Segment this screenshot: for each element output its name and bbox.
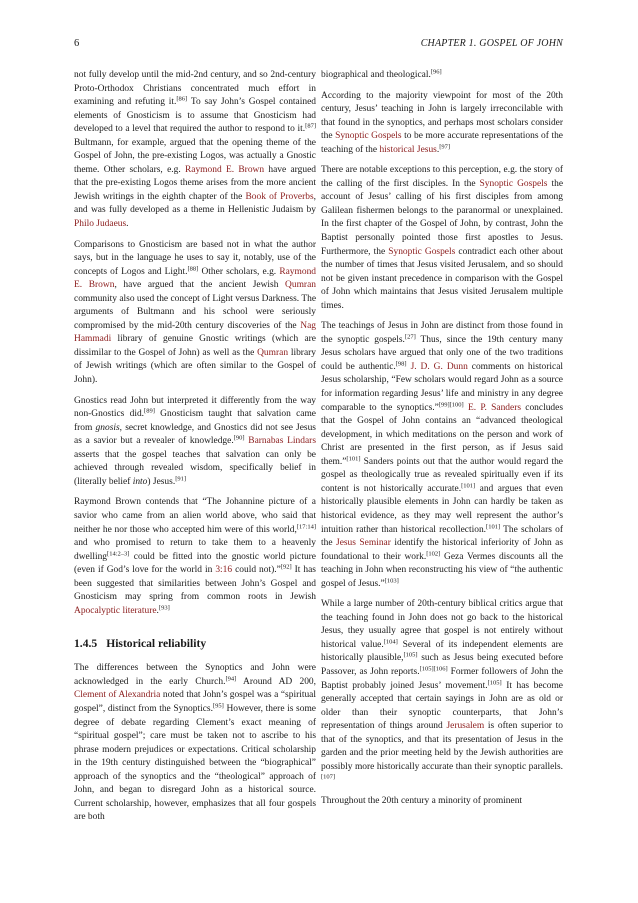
body-paragraph	[321, 90, 563, 158]
wiki-link[interactable]: 3:16	[215, 565, 233, 576]
text-run: , have argued that the ancient Jewish	[114, 280, 286, 291]
body-paragraph	[74, 395, 316, 490]
text-run: biographical and theological.	[321, 70, 431, 80]
section-heading	[74, 637, 316, 651]
body-paragraph	[321, 598, 563, 788]
text-run: could be fitted into the gnostic world picture (even if God’s love for the world in	[74, 551, 316, 576]
citation-ref: [90]	[233, 434, 245, 442]
left-column	[74, 69, 316, 832]
text-run: asserts that the gospel teaches that salvation can only be achieved through revealed wisdom, specifically belief in (literally belief	[74, 449, 316, 487]
citation-ref: [88]	[187, 265, 199, 273]
citation-ref: [97]	[439, 143, 451, 151]
citation-ref: [27]	[404, 333, 416, 341]
wiki-link[interactable]: Raymond E. Brown	[74, 266, 317, 291]
citation-ref: [107]	[321, 773, 336, 781]
citation-ref: [17:14]	[296, 523, 316, 530]
text-run: contradict each other about the number of times that Jesus visited Jerusalem, and so should not be given instant precedence in comparison with the Gospel of John which maintains that Jesus visited Jerusalem multiple times.	[321, 246, 564, 311]
citation-ref: [92]	[280, 563, 292, 571]
body-paragraph	[321, 69, 563, 83]
wiki-link[interactable]: historical Jesus	[379, 144, 437, 155]
citation-ref: [98]	[395, 360, 407, 368]
running-head: CHAPTER 1. GOSPEL OF JOHN	[420, 38, 563, 49]
wiki-link[interactable]: E. P. Sanders	[467, 402, 522, 413]
text-run: identify the historical inferiority of John as foundational to their work.	[321, 538, 563, 562]
text-run: It has become generally accepted that certain sayings in John are as old or older than their synoptic counterparts, that John’s representation of things around	[321, 680, 563, 732]
text-run: Gnosticism taught that salvation came from	[74, 409, 316, 433]
wiki-link[interactable]: Nag Hammadi	[74, 320, 316, 345]
citation-ref: [104]	[383, 638, 398, 646]
text-run: The scholars of the	[321, 524, 563, 549]
citation-ref: [86]	[176, 95, 188, 103]
text-run: and who promised to return to take them to a heavenly dwelling	[74, 538, 316, 562]
text-run: However, there is some degree of debate regarding Clement’s exact meaning of “spiritual gospel”; care must be taken not to ascribe to his phrase modern prejudices or expectations. Critical scholarship in the 19th century distinguished between the “biographical” approach of the synoptics and the “theological” approach of John, and began to disregard John as a historical source. Current scholarship, however, emphasizes that all four gospels are both	[74, 703, 316, 823]
text-run: Around AD 200,	[236, 676, 317, 687]
text-run: not fully develop until the mid-2nd century, and so 2nd-century Proto-Orthodox Christians concentrated much effort in examining and refuting it.	[74, 70, 316, 108]
text-run: , and was fully developed as a theme in Hellenistic Judaism by	[74, 191, 316, 216]
citation-ref: [101]	[486, 523, 501, 530]
text-run: comments on historical Jesus scholarship, “Few scholars would regard John as a source for information regarding Jesus’ life and ministry in any degree comparable to the synoptics.”	[321, 361, 564, 413]
citation-ref: [93]	[158, 604, 170, 612]
body-paragraph	[74, 239, 316, 388]
text-run: the account of Jesus’ calling of his first disciples from among Galilean fishermen belongs to the paranormal or unexplained. In the first chapter of the Gospel of John, by contrast, John the Baptist personally pointed those first apostles to Jesus. Furthermore, the	[321, 178, 564, 257]
body-paragraph	[74, 496, 316, 618]
text-run: Raymond Brown contends that “The Johannine picture of a savior who came from an alien world above, who said that neither he nor those who accepted him were of this world,	[74, 497, 316, 535]
text-run: Former followers of John the Baptist probably joined Jesus’ movement.	[321, 666, 563, 691]
citation-ref: [94]	[225, 675, 237, 683]
text-run: Gnostics read John but interpreted it differently from the way non-Gnostics did.	[74, 395, 316, 420]
text-run: While a large number of 20th-century biblical critics argue that the teaching found in John does not go back to the historical Jesus, they usually agree that gospel is not entirely without historical value.	[321, 599, 563, 650]
body-paragraph	[74, 662, 316, 825]
italic-term: into	[132, 476, 148, 487]
citation-ref: [105]	[487, 679, 502, 687]
text-run: concludes that the Gospel of John contains an “advanced theological development, in which meditations on the person and work of Christ are presented in the first person, as if Jesus said them.”	[321, 402, 564, 467]
wiki-link[interactable]: Barnabas Lindars	[248, 436, 316, 447]
citation-ref: [87]	[305, 122, 316, 130]
text-run: .	[156, 605, 159, 616]
wiki-link[interactable]: Qumran	[257, 347, 289, 358]
citation-ref: [91]	[175, 475, 187, 483]
wiki-link[interactable]: Philo Judaeus	[74, 219, 127, 230]
citation-ref: [95]	[212, 702, 224, 710]
text-run: community also used the concept of Light versus Darkness. The arguments of Bultmann and his school were seriously compromised by the mid-20th century discoveries of the	[74, 293, 317, 331]
text-run: Throughout the 20th century a minority of prominent	[321, 795, 523, 806]
body-paragraph	[321, 320, 563, 591]
wiki-link[interactable]: Raymond E. Brown	[184, 164, 265, 175]
text-run: and argues that even historically plausible elements in John can hardly be taken as historical evidence, as they may well represent the author’s intuition rather than historical recollection.	[321, 483, 563, 535]
citation-ref: [101]	[461, 482, 476, 490]
citation-ref: [99][100]	[438, 401, 464, 409]
text-run: .	[126, 219, 129, 230]
text-run: , secret knowledge, and Gnostics did not see Jesus as a savior but a revealer of knowledge.	[74, 422, 316, 447]
wiki-link[interactable]: Synoptic Gospels	[388, 246, 456, 257]
text-run: library of genuine Gnostic writings (which are dissimilar to the Gospel of John) as well as the	[74, 334, 316, 358]
body-paragraph	[321, 795, 563, 809]
wiki-link[interactable]: J. D. G. Dunn	[410, 361, 468, 372]
section-title: Historical reliability	[106, 637, 207, 651]
text-run: It has been suggested that similarities between John’s Gospel and Gnosticism may spring from common roots in Jewish	[74, 565, 316, 603]
text-run: is often superior to that of the synoptics, and that its presentation of Jesus in the garden and the prior meeting held by the Jewish authorities are possibly more historically accurate than their synoptic parallels.	[321, 721, 563, 772]
text-run: The teachings of Jesus in John are distinct from those found in the synoptic gospels.	[321, 321, 563, 345]
text-run: Several of its independent elements are historically plausible,	[321, 639, 563, 664]
right-column	[321, 69, 563, 815]
citation-ref: [96]	[430, 68, 442, 76]
body-paragraph	[74, 69, 316, 232]
wiki-link[interactable]: Synoptic Gospels	[335, 131, 402, 142]
wiki-link[interactable]: Jesus Seminar	[336, 538, 391, 549]
text-run: According to the majority viewpoint for most of the 20th century, Jesus’ teaching in John is largely irreconcilable with that found in the synoptics, and perhaps most scholars consider the	[321, 90, 563, 142]
wiki-link[interactable]: Clement of Alexandria	[74, 690, 161, 701]
section-number: 1.4.5	[74, 637, 98, 651]
citation-ref: [89]	[144, 407, 155, 415]
text-run: could not).”	[232, 565, 281, 576]
text-run: have argued that the pre-existing Logos theme arises from the more ancient Jewish writings in the eighth chapter of the	[74, 164, 316, 202]
text-run: Bultmann, for example, argued that the opening theme of the Gospel of John, the pre-existing Logos, was actually a Gnostic theme. Other scholars, e.g.	[74, 137, 316, 175]
wiki-link[interactable]: Book of Proverbs	[245, 191, 314, 202]
text-run: There are notable exceptions to this perception, e.g. the story of the calling of the first disciples. In the	[321, 165, 563, 189]
page-number: 6	[74, 38, 80, 49]
text-run: Geza Vermes discounts all the teaching in John when reconstructing his view of “the authentic gospel of Jesus.”	[321, 551, 563, 589]
text-run: ) Jesus.	[147, 476, 176, 487]
citation-ref: [103]	[384, 577, 399, 585]
text-run: Other scholars, e.g.	[198, 266, 280, 277]
citation-ref: [105][106]	[419, 665, 448, 673]
text-run: Comparisons to Gnosticism are based not in what the author says, but in the language he uses to say it, notably, use of the concepts of Logos and Light.	[74, 239, 316, 277]
text-run: To say John’s Gospel contained elements of Gnosticism is to assume that Gnosticism had developed to a level that required the author to respond to it.	[74, 97, 316, 135]
citation-ref: [105]	[403, 651, 418, 659]
citation-ref: [101]	[346, 455, 361, 463]
text-run: Sanders points out that the author would regard the gospel as theologically true as revealed spiritually even if its content is not historically accurate.	[321, 456, 563, 494]
text-run: The differences between the Synoptics and John were acknowledged in the early Church.	[74, 663, 316, 687]
text-run: library of Jewish writings (which are often similar to the Gospel of John).	[74, 347, 316, 386]
wiki-link[interactable]: Synoptic Gospels	[479, 178, 548, 189]
italic-term: gnosis	[95, 422, 120, 433]
wiki-link[interactable]: Qumran	[285, 280, 316, 291]
text-run: to be more accurate representations of the teaching of the	[321, 131, 563, 155]
wiki-link[interactable]: Apocalyptic literature	[74, 605, 157, 616]
body-paragraph	[321, 164, 563, 313]
text-run: Thus, since the 19th century many Jesus scholars have argued that only one of the two traditions could be authentic.	[321, 334, 563, 372]
text-run: such as Jesus being executed before Passover, as John reports.	[321, 653, 563, 677]
citation-ref: [102]	[426, 550, 441, 558]
citation-ref: [14:2–3]	[107, 550, 130, 558]
text-run: .	[436, 144, 440, 155]
wiki-link[interactable]: Jerusalem	[446, 721, 485, 732]
text-run: noted that John’s gospel was a “spiritual gospel”, distinct from the Synoptics.	[74, 690, 316, 714]
